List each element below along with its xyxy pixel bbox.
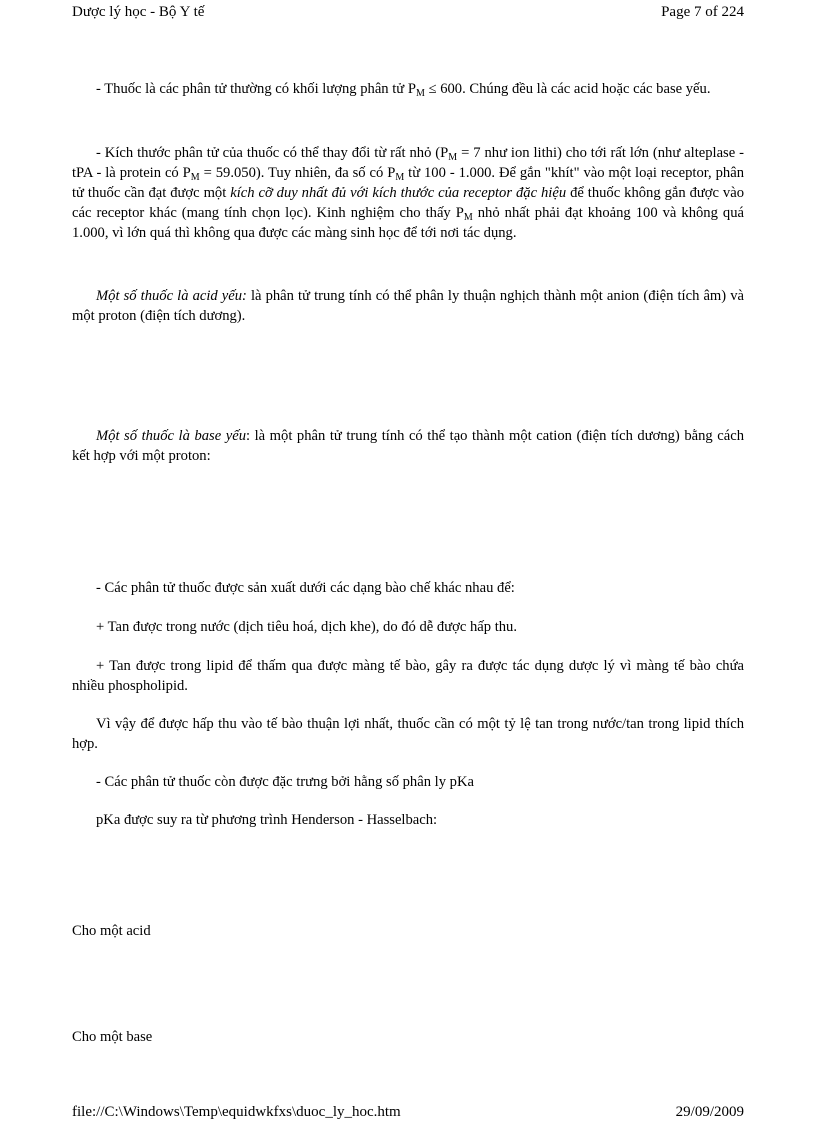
- paragraph-dosage-forms: - Các phân tử thuốc được sản xuất dưới các dạng bào chế khác nhau để:: [96, 580, 515, 596]
- header-title: Dược lý học - Bộ Y tế: [72, 4, 205, 20]
- paragraph-solubility-ratio: Vì vậy để được hấp thu vào tế bào thuận lợi nhất, thuốc cần có một tỷ lệ tan trong nước/tan trong lipid thích hợp.: [72, 716, 744, 752]
- paragraph-henderson-hasselbach: pKa được suy ra từ phương trình Henderson - Hasselbach:: [96, 812, 438, 828]
- paragraph-molecular-size: - Kích thước phân tử của thuốc có thể thay đổi từ rất nhỏ ($P_M = 7$ như ion lithi) cho tới rất lớn (như alteplase - tPA - là protein có $P_M = 59.050$). Tuy nhiên, đa số có $P_M$ từ 100 - 1.000. Để gắn "khít" vào một loại receptor, phân tử thuốc cần đạt được một kích cỡ duy nhất đủ với kích thước của receptor đặc hiệu để thuốc không gắn được vào các receptor khác (mang tính chọn lọc). Kinh nghiệm cho thấy $P_M$ nhỏ nhất phải đạt khoảng 100 và không quá 1.000, vì lớn quá thì không qua được các màng sinh học để tới nơi tác dụng.: [72, 145, 745, 241]
- label-for-base: Cho một base: [72, 1029, 153, 1045]
- paragraph-molecular-weight: - Thuốc là các phân tử thường có khối lượng phân tử $P_M \le 600$. Chúng đều là các acid hoặc các base yếu.: [96, 81, 711, 99]
- label-for-acid: Cho một acid: [72, 923, 151, 939]
- paragraph-weak-base: Một số thuốc là base yếu: là một phân tử trung tính có thể tạo thành một cation (điện tích dương) bằng cách kết hợp với một proton:: [72, 428, 744, 464]
- header-page-number: Page 7 of 224: [661, 4, 744, 20]
- footer-date: 29/09/2009: [675, 1104, 744, 1120]
- paragraph-weak-acid: Một số thuốc là acid yếu: là phân tử trung tính có thể phân ly thuận nghịch thành một anion (điện tích âm) và một proton (điện tích dương).: [72, 288, 744, 324]
- paragraph-lipid-soluble: + Tan được trong lipid để thấm qua được màng tế bào, gây ra được tác dụng dược lý vì màng tế bào chứa nhiều phospholipid.: [72, 658, 744, 694]
- paragraph-pka: - Các phân tử thuốc còn được đặc trưng bởi hằng số phân ly pKa: [96, 774, 474, 790]
- paragraph-water-soluble: + Tan được trong nước (dịch tiêu hoá, dịch khe), do đó dễ được hấp thu.: [96, 619, 517, 635]
- footer-file-path: file://C:\Windows\Temp\equidwkfxs\duoc_ly_hoc.htm: [72, 1104, 401, 1120]
